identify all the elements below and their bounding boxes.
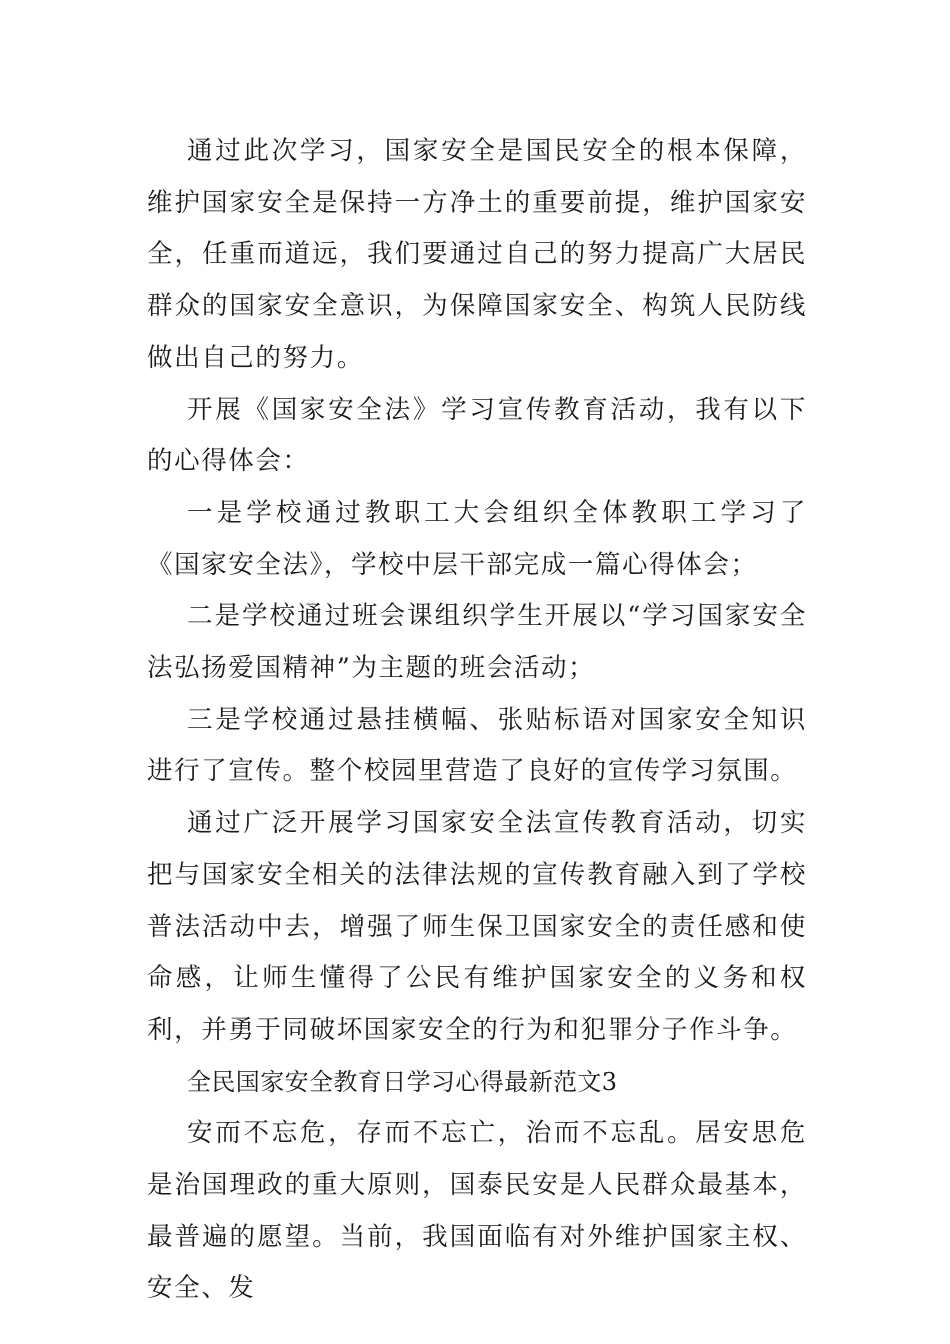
paragraph: 一是学校通过教职工大会组织全体教职工学习了《国家安全法》，学校中层干部完成一篇心得体会； <box>147 497 807 580</box>
paragraph: 安而不忘危，存而不忘亡，治而不忘乱。居安思危是治国理政的重大原则，国泰民安是人民群众最基本，最普遍的愿望。当前，我国面临有对外维护国家主权、安全、发 <box>147 1118 807 1304</box>
section-heading: 全民国家安全教育日学习心得最新范文3 <box>187 1067 618 1096</box>
document-body <box>147 126 807 1315</box>
paragraph: 三是学校通过悬挂横幅、张贴标语对国家安全知识进行了宣传。整个校园里营造了良好的宣传学习氛围。 <box>147 704 807 787</box>
paragraph: 通过广泛开展学习国家安全法宣传教育活动，切实把与国家安全相关的法律法规的宣传教育融入到了学校普法活动中去，增强了师生保卫国家安全的责任感和使命感，让师生懂得了公民有维护国家安全的义务和权利，并勇于同破坏国家安全的行为和犯罪分子作斗争。 <box>147 808 807 1045</box>
paragraph: 开展《国家安全法》学习宣传教育活动，我有以下的心得体会： <box>147 394 807 477</box>
paragraph: 通过此次学习，国家安全是国民安全的根本保障，维护国家安全是保持一方净土的重要前提，维护国家安全，任重而道远，我们要通过自己的努力提高广大居民群众的国家安全意识，为保障国家安全、构筑人民防线做出自己的努力。 <box>147 136 807 373</box>
paragraph: 二是学校通过班会课组织学生开展以“学习国家安全法弘扬爱国精神”为主题的班会活动； <box>147 601 807 684</box>
